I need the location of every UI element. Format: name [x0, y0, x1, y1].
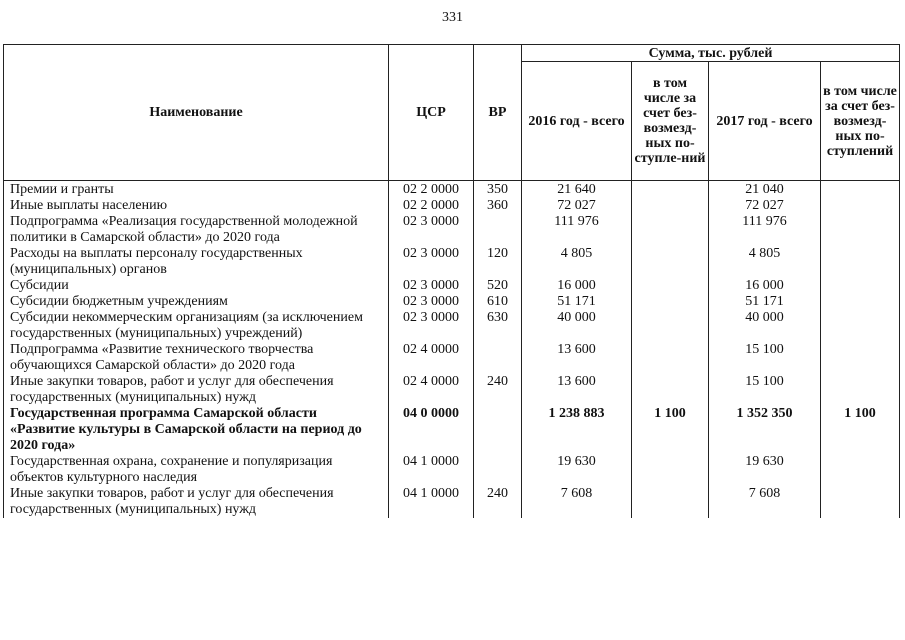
cell-name: Субсидии — [4, 278, 389, 294]
cell-total-2017: 16 000 — [709, 278, 821, 294]
cell-grant-2016 — [632, 278, 709, 294]
cell-grant-2016 — [632, 310, 709, 342]
cell-grant-2016: 1 100 — [632, 406, 709, 454]
cell-vr — [474, 406, 522, 454]
cell-total-2016: 51 171 — [522, 294, 632, 310]
cell-name: Расходы на выплаты персоналу государственных (муниципальных) органов — [4, 246, 389, 278]
cell-total-2016: 16 000 — [522, 278, 632, 294]
cell-vr — [474, 454, 522, 486]
cell-grant-2016 — [632, 454, 709, 486]
cell-grant-2017 — [821, 294, 900, 310]
cell-csr: 02 2 0000 — [389, 181, 474, 199]
cell-grant-2017 — [821, 278, 900, 294]
cell-grant-2016 — [632, 214, 709, 246]
cell-csr: 02 4 0000 — [389, 374, 474, 406]
cell-total-2016: 72 027 — [522, 198, 632, 214]
cell-total-2017: 19 630 — [709, 454, 821, 486]
cell-csr: 02 4 0000 — [389, 342, 474, 374]
cell-vr: 520 — [474, 278, 522, 294]
table-header — [4, 45, 900, 181]
table-row — [4, 406, 900, 454]
cell-grant-2017 — [821, 310, 900, 342]
cell-csr: 02 2 0000 — [389, 198, 474, 214]
cell-total-2016: 1 238 883 — [522, 406, 632, 454]
cell-grant-2016 — [632, 198, 709, 214]
header-grant-2017: в том числе за счет без-возмезд-ных по-ступлений — [821, 62, 900, 181]
cell-csr: 02 3 0000 — [389, 278, 474, 294]
table-row — [4, 294, 900, 310]
cell-total-2017: 111 976 — [709, 214, 821, 246]
cell-grant-2017 — [821, 486, 900, 518]
cell-vr: 360 — [474, 198, 522, 214]
cell-total-2017: 40 000 — [709, 310, 821, 342]
cell-grant-2017 — [821, 214, 900, 246]
table-row — [4, 214, 900, 246]
cell-csr: 02 3 0000 — [389, 214, 474, 246]
cell-grant-2017 — [821, 454, 900, 486]
cell-name: Подпрограмма «Реализация государственной молодежной политики в Самарской области» до 2020 года — [4, 214, 389, 246]
budget-table — [3, 44, 900, 518]
cell-vr: 350 — [474, 181, 522, 199]
header-total-2017: 2017 год - всего — [709, 62, 821, 181]
table-row — [4, 454, 900, 486]
cell-grant-2016 — [632, 294, 709, 310]
cell-csr: 04 1 0000 — [389, 486, 474, 518]
cell-total-2017: 21 040 — [709, 181, 821, 199]
cell-total-2017: 72 027 — [709, 198, 821, 214]
header-total-2016: 2016 год - всего — [522, 62, 632, 181]
cell-total-2017: 4 805 — [709, 246, 821, 278]
header-sum-group: Сумма, тыс. рублей — [522, 45, 900, 62]
cell-vr — [474, 342, 522, 374]
cell-name: Государственная охрана, сохранение и популяризация объектов культурного наследия — [4, 454, 389, 486]
cell-csr: 02 3 0000 — [389, 310, 474, 342]
cell-total-2016: 13 600 — [522, 374, 632, 406]
cell-csr: 02 3 0000 — [389, 294, 474, 310]
table-row — [4, 198, 900, 214]
cell-total-2016: 40 000 — [522, 310, 632, 342]
cell-name: Иные закупки товаров, работ и услуг для обеспечения государственных (муниципальных) нужд — [4, 486, 389, 518]
cell-vr: 240 — [474, 374, 522, 406]
table-row — [4, 246, 900, 278]
cell-name: Иные закупки товаров, работ и услуг для обеспечения государственных (муниципальных) нужд — [4, 374, 389, 406]
cell-name: Государственная программа Самарской области «Развитие культуры в Самарской области на период до 2020 года» — [4, 406, 389, 454]
table-row — [4, 374, 900, 406]
cell-total-2016: 13 600 — [522, 342, 632, 374]
cell-total-2016: 111 976 — [522, 214, 632, 246]
cell-name: Премии и гранты — [4, 181, 389, 199]
table-row — [4, 486, 900, 518]
cell-total-2017: 15 100 — [709, 342, 821, 374]
cell-grant-2016 — [632, 342, 709, 374]
cell-total-2017: 15 100 — [709, 374, 821, 406]
table-row — [4, 278, 900, 294]
cell-csr: 04 1 0000 — [389, 454, 474, 486]
table-row — [4, 310, 900, 342]
cell-grant-2016 — [632, 486, 709, 518]
page-number: 331 — [442, 10, 463, 25]
header-name: Наименование — [4, 45, 389, 181]
cell-grant-2016 — [632, 246, 709, 278]
table-row — [4, 342, 900, 374]
cell-total-2016: 4 805 — [522, 246, 632, 278]
cell-total-2016: 7 608 — [522, 486, 632, 518]
cell-name: Иные выплаты населению — [4, 198, 389, 214]
cell-grant-2017 — [821, 374, 900, 406]
cell-grant-2017: 1 100 — [821, 406, 900, 454]
header-csr: ЦСР — [389, 45, 474, 181]
cell-total-2017: 51 171 — [709, 294, 821, 310]
cell-grant-2016 — [632, 181, 709, 199]
cell-grant-2017 — [821, 198, 900, 214]
cell-vr: 630 — [474, 310, 522, 342]
header-vr: ВР — [474, 45, 522, 181]
cell-vr — [474, 214, 522, 246]
cell-name: Субсидии бюджетным учреждениям — [4, 294, 389, 310]
cell-vr: 240 — [474, 486, 522, 518]
cell-total-2016: 21 640 — [522, 181, 632, 199]
cell-vr: 120 — [474, 246, 522, 278]
cell-grant-2016 — [632, 374, 709, 406]
cell-grant-2017 — [821, 181, 900, 199]
cell-total-2017: 1 352 350 — [709, 406, 821, 454]
cell-csr: 04 0 0000 — [389, 406, 474, 454]
table-row — [4, 181, 900, 199]
cell-grant-2017 — [821, 342, 900, 374]
cell-vr: 610 — [474, 294, 522, 310]
cell-csr: 02 3 0000 — [389, 246, 474, 278]
cell-name: Подпрограмма «Развитие технического творчества обучающихся Самарской области» до 2020 года — [4, 342, 389, 374]
header-grant-2016: в том числе за счет без-возмезд-ных по-ступле-ний — [632, 62, 709, 181]
table-body — [4, 181, 900, 519]
cell-name: Субсидии некоммерческим организациям (за исключением государственных (муниципальных) учреждений) — [4, 310, 389, 342]
cell-total-2016: 19 630 — [522, 454, 632, 486]
cell-grant-2017 — [821, 246, 900, 278]
cell-total-2017: 7 608 — [709, 486, 821, 518]
